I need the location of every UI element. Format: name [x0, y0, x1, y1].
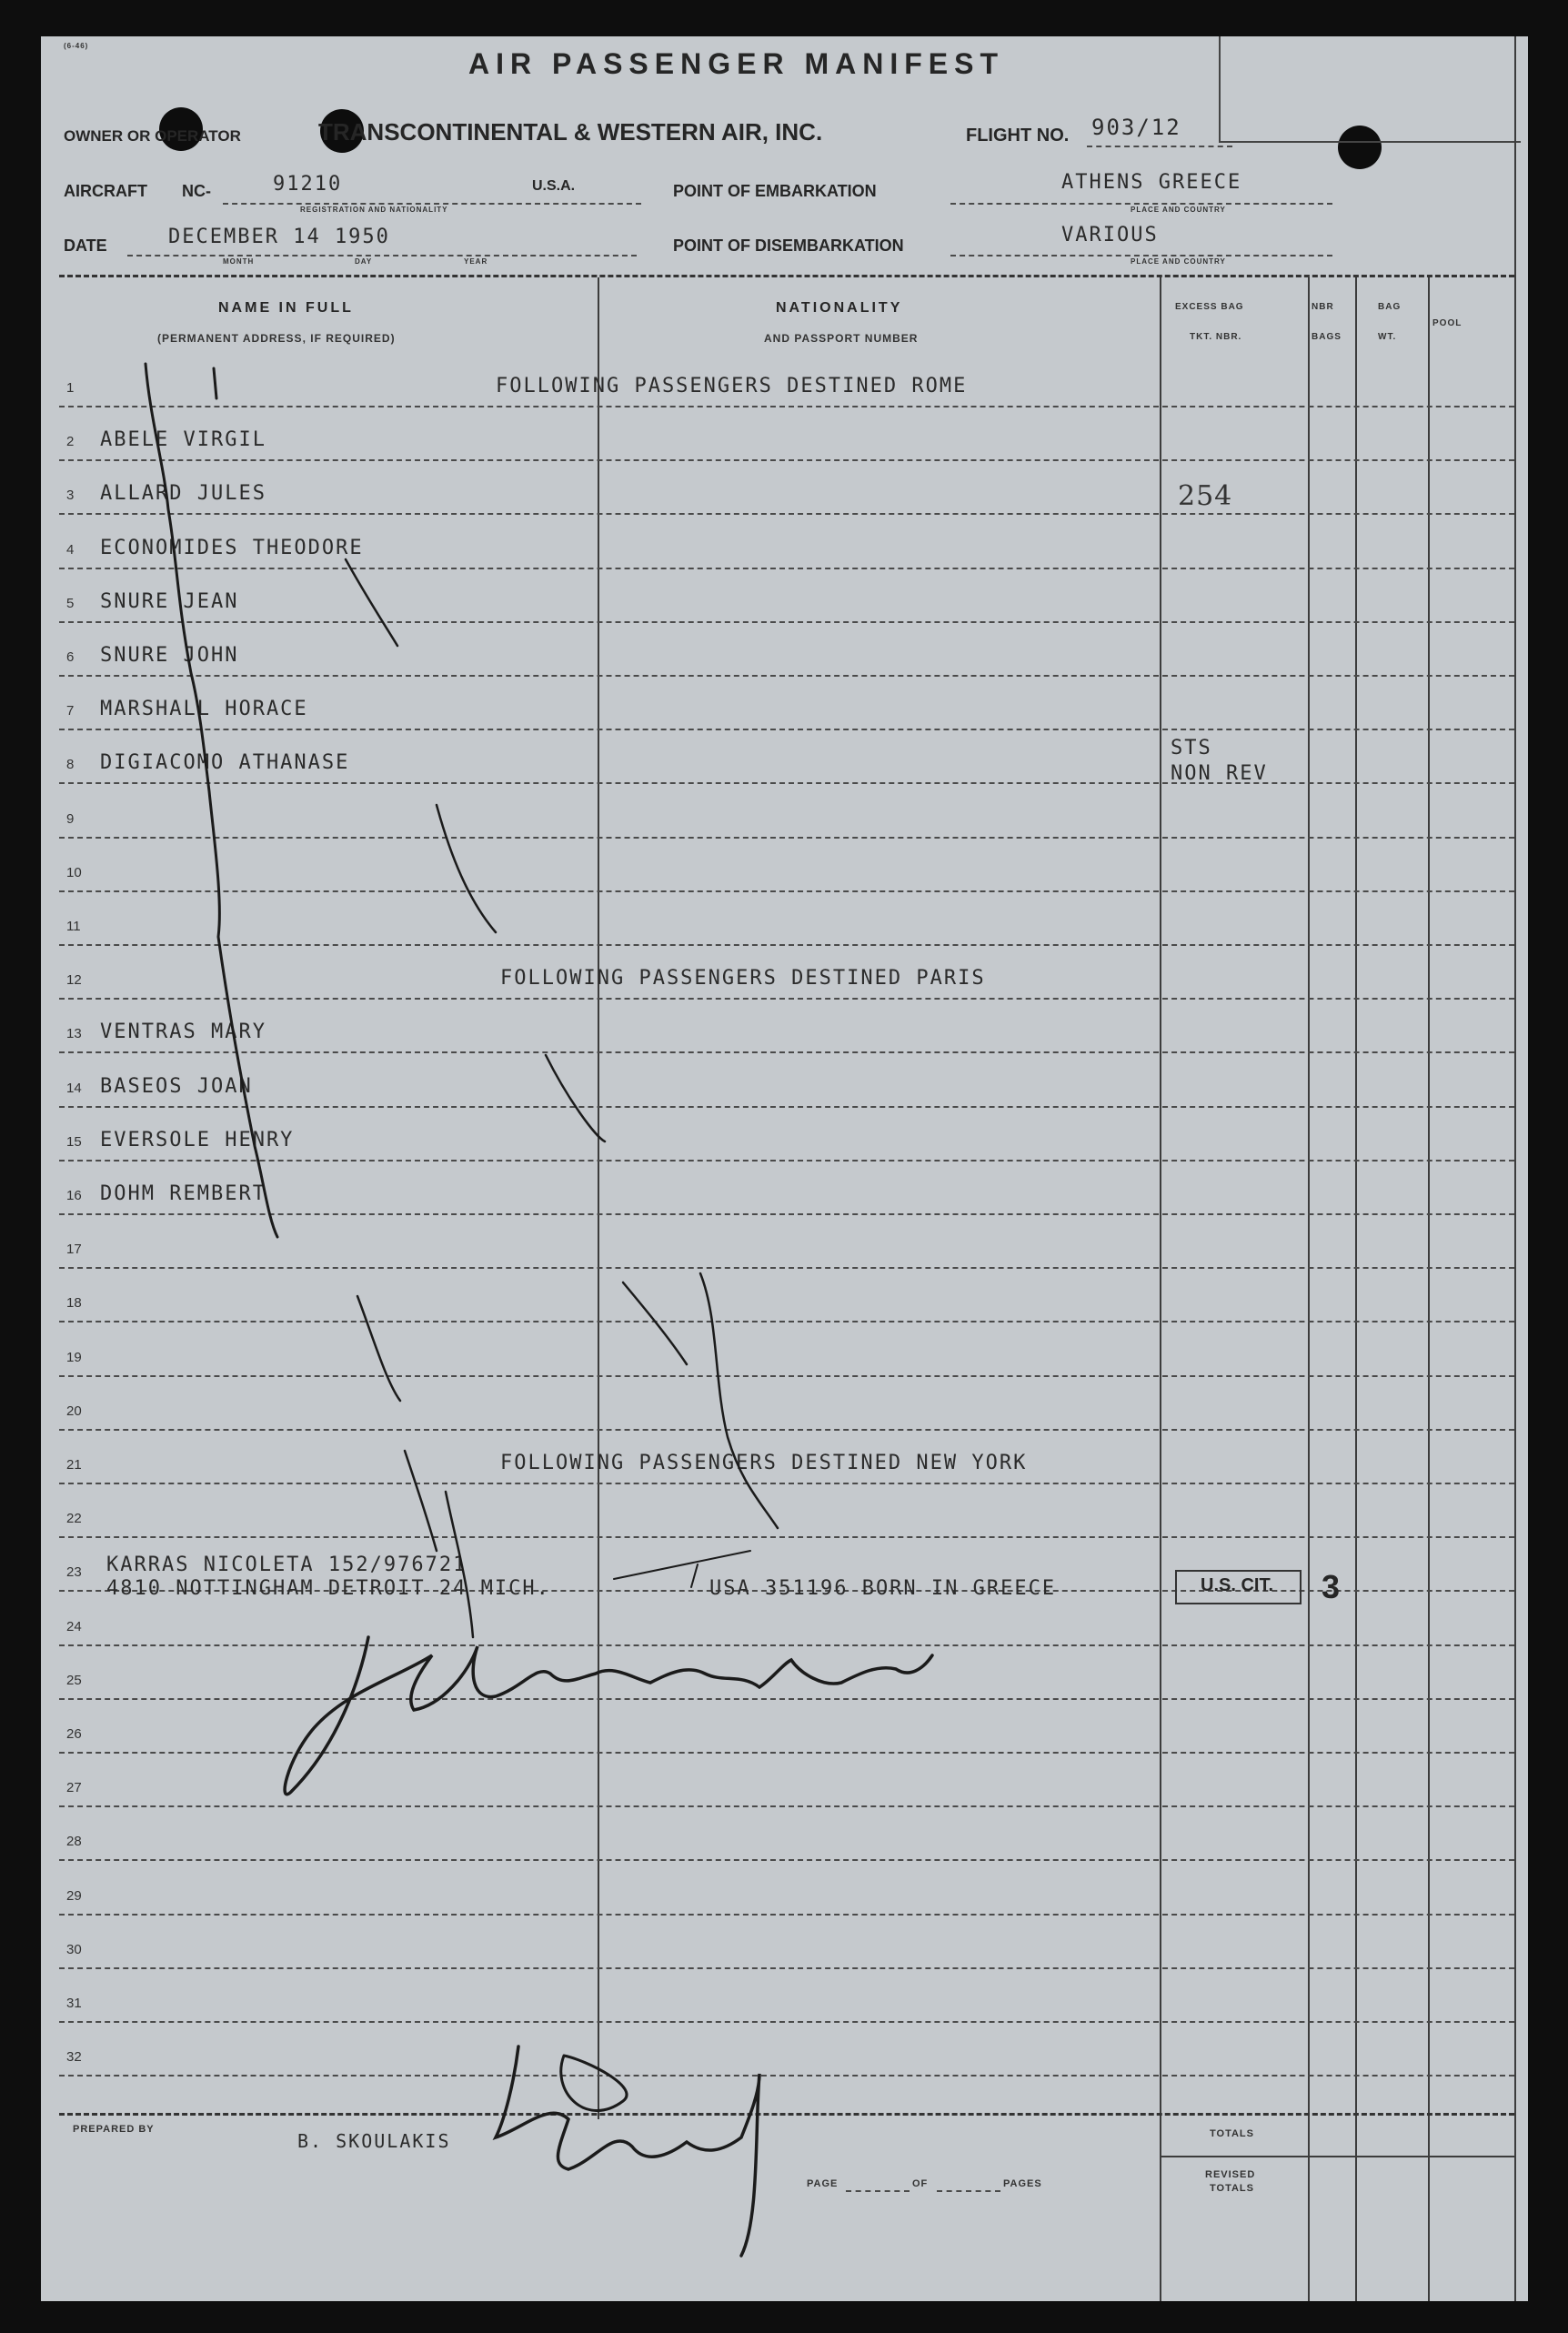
row-number: 25: [66, 1672, 82, 1688]
disembark-value: VARIOUS: [1061, 224, 1159, 246]
owner-value: TRANSCONTINENTAL & WESTERN AIR, INC.: [318, 118, 823, 146]
flight-label: FLIGHT NO.: [966, 126, 1070, 146]
signature-skoulakis-loop: [561, 2056, 627, 2110]
pen-stroke-4: [437, 805, 496, 932]
row-number: 21: [66, 1457, 82, 1473]
row-number: 29: [66, 1887, 82, 1904]
form-code: (6-46): [64, 42, 89, 50]
col-nbr-sub: BAGS: [1312, 332, 1342, 342]
aircraft-registration: 91210: [273, 173, 343, 196]
row-number: 24: [66, 1618, 82, 1634]
col-name-title: NAME IN FULL: [218, 300, 354, 316]
col-bag-title: BAG: [1378, 302, 1402, 312]
row-number: 30: [66, 1941, 82, 1957]
revised-label: REVISED: [1205, 2169, 1256, 2180]
col-nat-title: NATIONALITY: [776, 300, 903, 316]
row-number: 9: [66, 810, 75, 827]
row-number: 26: [66, 1726, 82, 1742]
of-label: OF: [912, 2178, 929, 2189]
pen-stroke-tick-1: [214, 368, 216, 398]
row-number: 20: [66, 1403, 82, 1419]
aircraft-nc-label: NC-: [182, 182, 211, 200]
signature-broderick: [285, 1637, 932, 1795]
row-number: 23: [66, 1564, 82, 1581]
destination-heading: FOLLOWING PASSENGERS DESTINED NEW YORK: [500, 1452, 1028, 1474]
disembark-label: POINT OF DISEMBARKATION: [673, 236, 904, 255]
aircraft-label: AIRCRAFT: [64, 182, 147, 200]
row-number: 27: [66, 1780, 82, 1796]
prepared-by-label: PREPARED BY: [73, 2124, 155, 2135]
manifest-sheet: [41, 36, 1528, 2301]
row-number: 6: [66, 649, 75, 665]
page-label: PAGE: [807, 2178, 839, 2189]
pen-stroke-10: [446, 1492, 473, 1637]
pen-marks: [41, 36, 1528, 2301]
row-number: 28: [66, 1834, 82, 1850]
col-excess-sub: TKT. NBR.: [1190, 332, 1242, 342]
passenger-name: DIGIACOMO ATHANASE: [100, 751, 350, 775]
pen-stroke-long: [146, 364, 277, 1237]
pen-stroke-12: [691, 1564, 698, 1587]
passenger-name: DOHM REMBERT: [100, 1182, 266, 1205]
karras-bag-count: 3: [1322, 1568, 1341, 1605]
destination-heading: FOLLOWING PASSENGERS DESTINED PARIS: [500, 967, 986, 991]
passenger-name: ABELE VIRGIL: [100, 428, 266, 452]
destination-heading: FOLLOWING PASSENGERS DESTINED ROME: [496, 375, 968, 397]
date-label: DATE: [64, 236, 107, 255]
pen-stroke-5: [546, 1055, 605, 1141]
sts-note: STS: [1171, 737, 1212, 759]
pages-label: PAGES: [1003, 2178, 1042, 2189]
row-number: 32: [66, 2049, 82, 2066]
karras-name-passport: KARRAS NICOLETA 152/976721: [106, 1554, 467, 1576]
passenger-name: VENTRAS MARY: [100, 1021, 266, 1044]
row-number: 17: [66, 1242, 82, 1258]
passenger-name: EVERSOLE HENRY: [100, 1128, 295, 1151]
passenger-name: SNURE JOHN: [100, 644, 239, 667]
row-number: 18: [66, 1295, 82, 1312]
col-nbr-title: NBR: [1312, 302, 1334, 312]
embark-value: ATHENS GREECE: [1061, 171, 1242, 194]
pen-stroke-7: [623, 1282, 687, 1364]
pen-stroke-8: [700, 1273, 778, 1528]
totals-label: TOTALS: [1210, 2128, 1254, 2139]
col-bag-sub: WT.: [1378, 332, 1397, 342]
disembark-sub: PLACE AND COUNTRY: [1131, 257, 1226, 266]
row-number: 3: [66, 488, 75, 504]
passenger-name: SNURE JEAN: [100, 589, 239, 613]
col-pool: POOL: [1432, 318, 1462, 328]
col-name-sub: (PERMANENT ADDRESS, IF REQUIRED): [157, 332, 396, 345]
embark-sub: PLACE AND COUNTRY: [1131, 206, 1226, 214]
row-number: 16: [66, 1188, 82, 1203]
date-sub-year: YEAR: [464, 257, 488, 266]
non-rev-note: NON REV: [1171, 762, 1268, 785]
passenger-name: MARSHALL HORACE: [100, 698, 308, 721]
row-number: 19: [66, 1349, 82, 1365]
row-number: 15: [66, 1133, 82, 1150]
passenger-name: ECONOMIDES THEODORE: [100, 536, 364, 559]
row-number: 1: [66, 380, 75, 396]
signature-skoulakis: [496, 2046, 759, 2256]
row-number: 2: [66, 434, 75, 450]
row-number: 7: [66, 703, 75, 719]
pen-stroke-3: [346, 559, 397, 646]
aircraft-sub: REGISTRATION AND NATIONALITY: [300, 206, 448, 214]
row-number: 22: [66, 1511, 82, 1527]
row-number: 4: [66, 541, 75, 558]
row-number: 10: [66, 864, 82, 880]
flight-number: 903/12: [1091, 115, 1181, 140]
row-number: 31: [66, 1996, 82, 2011]
karras-nationality: USA 351196 BORN IN GREECE: [709, 1577, 1057, 1600]
row-number: 14: [66, 1080, 82, 1096]
karras-address: 4810 NOTTINGHAM DETROIT 24 MICH.: [106, 1577, 550, 1600]
row-number: 13: [66, 1026, 82, 1042]
row-number: 11: [66, 919, 81, 934]
col-nat-sub: AND PASSPORT NUMBER: [764, 332, 919, 345]
date-value: DECEMBER 14 1950: [168, 226, 390, 248]
owner-label: OWNER OR OPERATOR: [64, 127, 241, 145]
pen-stroke-9: [405, 1451, 437, 1551]
col-excess-title: EXCESS BAG: [1175, 302, 1244, 312]
karras-status: U.S. CIT.: [1201, 1575, 1274, 1595]
row-number: 8: [66, 757, 75, 773]
row-number: 12: [66, 972, 82, 989]
passenger-name: BASEOS JOAN: [100, 1074, 253, 1098]
date-sub-month: MONTH: [223, 257, 255, 266]
pen-stroke-6: [357, 1296, 400, 1401]
revised-totals-label: TOTALS: [1210, 2183, 1254, 2194]
prepared-by-value: B. SKOULAKIS: [297, 2130, 451, 2152]
embark-label: POINT OF EMBARKATION: [673, 182, 877, 200]
form-title: AIR PASSENGER MANIFEST: [468, 47, 1004, 80]
aircraft-country: U.S.A.: [532, 178, 576, 194]
passenger-name: ALLARD JULES: [100, 482, 266, 506]
date-sub-day: DAY: [355, 257, 373, 266]
pen-stroke-11: [614, 1551, 750, 1579]
allard-ticket-number: 254: [1178, 480, 1233, 512]
row-number: 5: [66, 595, 75, 611]
